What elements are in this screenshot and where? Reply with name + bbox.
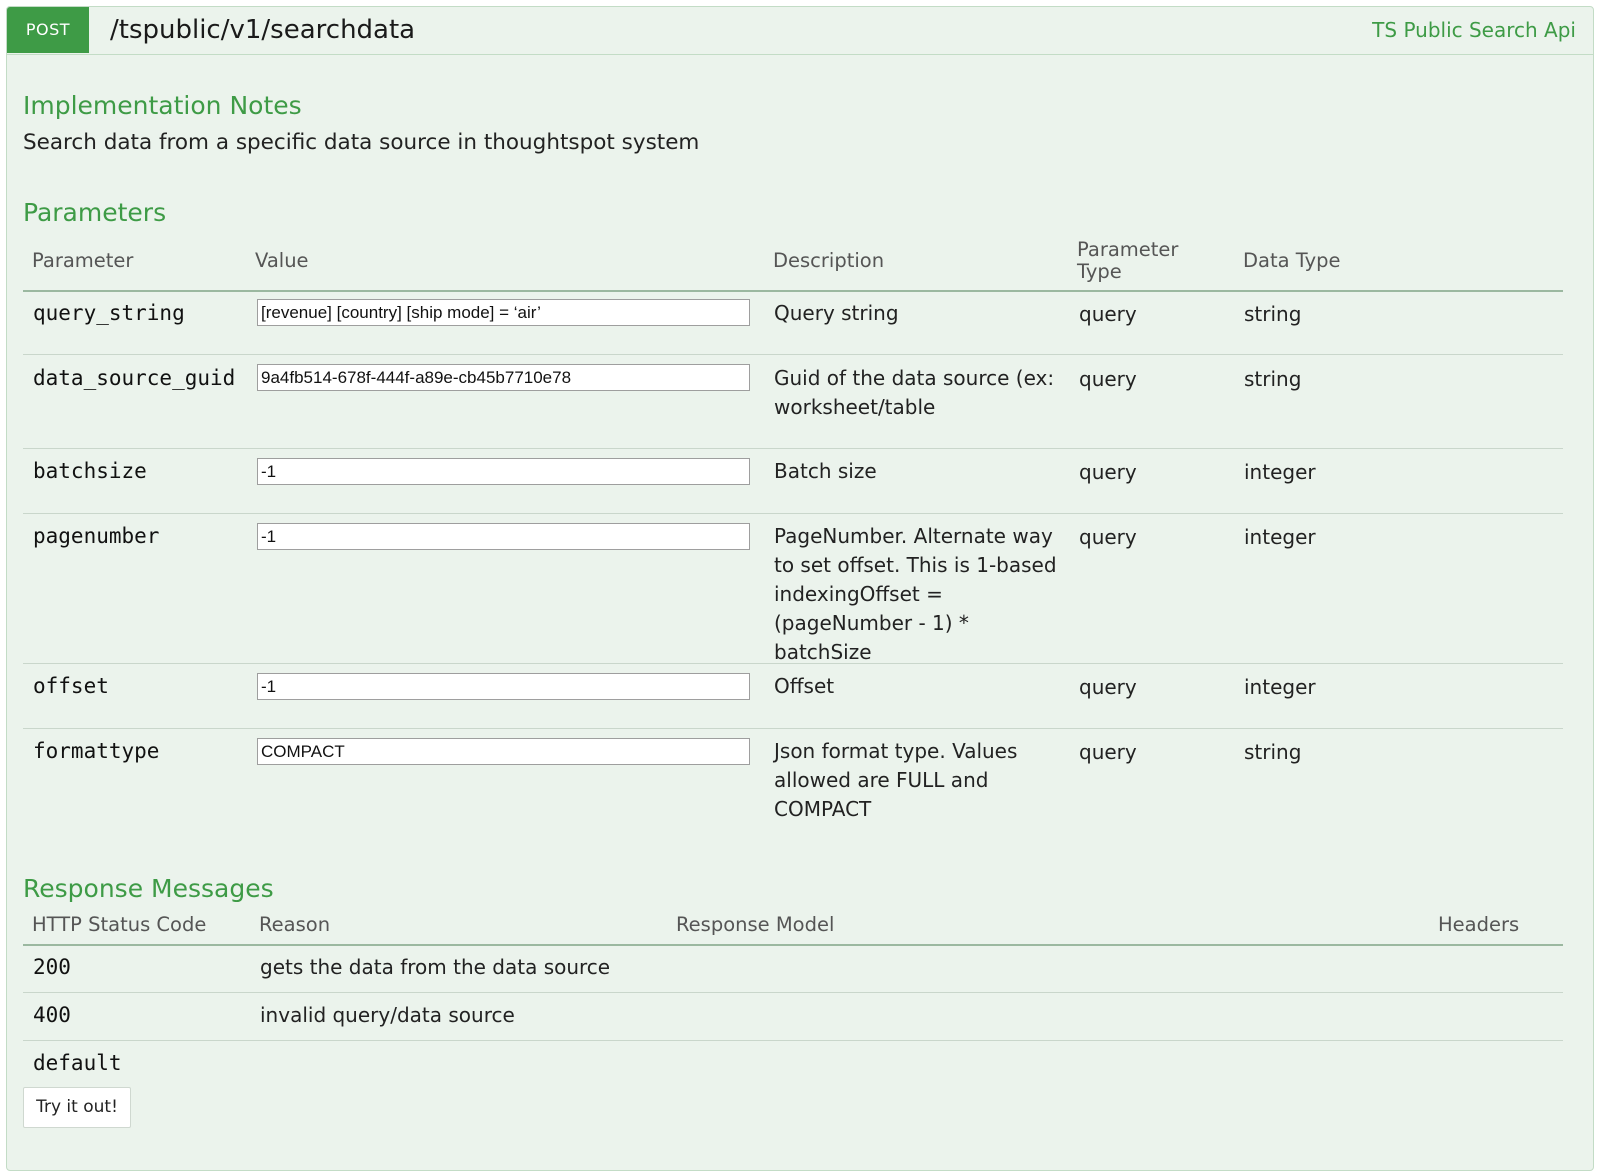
param-name-query-string: query_string	[33, 301, 185, 325]
param-description-query-string: Query string	[774, 301, 899, 325]
http-method-badge[interactable]: POST	[7, 7, 89, 53]
param-type-pagenumber: query	[1079, 525, 1137, 549]
param-data-type-batchsize: integer	[1244, 460, 1316, 484]
column-header-response-model: Response Model	[676, 913, 835, 936]
param-name-pagenumber: pagenumber	[33, 524, 160, 548]
response-messages-heading: Response Messages	[23, 874, 274, 903]
row-divider	[23, 663, 1563, 664]
column-header-headers: Headers	[1438, 913, 1520, 936]
implementation-notes-heading: Implementation Notes	[23, 91, 302, 120]
param-name-data-source-guid: data_source_guid	[33, 366, 236, 390]
param-type-data-source-guid: query	[1079, 367, 1137, 391]
endpoint-panel	[6, 6, 1594, 1171]
parameters-heading: Parameters	[23, 198, 167, 227]
param-name-batchsize: batchsize	[33, 459, 147, 483]
param-data-type-query-string: string	[1244, 302, 1302, 326]
column-header-value: Value	[255, 249, 309, 272]
response-code-200: 200	[33, 955, 71, 979]
param-type-offset: query	[1079, 675, 1137, 699]
param-type-formattype: query	[1079, 740, 1137, 764]
column-header-data-type: Data Type	[1243, 249, 1341, 272]
param-input-data-source-guid[interactable]: 9a4fb514-678f-444f-a89e-cb45b7710e78	[257, 364, 750, 391]
param-description-pagenumber: PageNumber. Alternate way to set offset. This is 1-based indexingOffset = (pageNumber - 1) * batchSize	[774, 524, 1057, 664]
column-header-parameter-type-line1: Parameter	[1077, 238, 1179, 261]
row-divider	[23, 448, 1563, 449]
param-data-type-offset: integer	[1244, 675, 1316, 699]
param-data-type-data-source-guid: string	[1244, 367, 1302, 391]
row-divider	[23, 992, 1563, 993]
column-header-description: Description	[773, 249, 885, 272]
implementation-description: Search data from a specific data source in thoughtspot system	[23, 130, 700, 155]
row-divider	[23, 354, 1563, 355]
column-header-status-code: HTTP Status Code	[32, 913, 207, 936]
param-input-formattype[interactable]: COMPACT	[257, 738, 750, 765]
param-input-batchsize[interactable]: -1	[257, 458, 750, 485]
column-header-parameter-type-line2: Type	[1077, 260, 1122, 283]
column-header-parameter: Parameter	[32, 249, 134, 272]
response-reason-400: invalid query/data source	[260, 1003, 515, 1027]
endpoint-path[interactable]: /tspublic/v1/searchdata	[110, 15, 416, 45]
param-name-offset: offset	[33, 674, 109, 698]
param-data-type-formattype: string	[1244, 740, 1302, 764]
param-type-query-string: query	[1079, 302, 1137, 326]
param-input-query-string[interactable]: [revenue] [country] [ship mode] = ‘air’	[257, 299, 750, 326]
param-description-data-source-guid: Guid of the data source (ex: worksheet/table	[774, 366, 1055, 419]
param-input-offset[interactable]: -1	[257, 673, 750, 700]
endpoint-header[interactable]	[7, 7, 1593, 55]
param-type-batchsize: query	[1079, 460, 1137, 484]
table-header-divider	[23, 290, 1563, 292]
response-reason-200: gets the data from the data source	[260, 955, 611, 979]
response-code-default: default	[33, 1051, 122, 1075]
param-description-batchsize: Batch size	[774, 459, 877, 483]
try-it-out-button[interactable]: Try it out!	[23, 1087, 131, 1128]
param-description-formattype: Json format type. Values allowed are FULL and COMPACT	[774, 739, 1018, 821]
param-name-formattype: formattype	[33, 739, 160, 763]
param-input-pagenumber[interactable]: -1	[257, 523, 750, 550]
row-divider	[23, 513, 1563, 514]
param-description-offset: Offset	[774, 674, 835, 698]
row-divider	[23, 1040, 1563, 1041]
response-code-400: 400	[33, 1003, 71, 1027]
row-divider	[23, 728, 1563, 729]
column-header-reason: Reason	[259, 913, 331, 936]
table-header-divider	[23, 944, 1563, 946]
api-name-link[interactable]: TS Public Search Api	[1372, 18, 1576, 42]
param-data-type-pagenumber: integer	[1244, 525, 1316, 549]
